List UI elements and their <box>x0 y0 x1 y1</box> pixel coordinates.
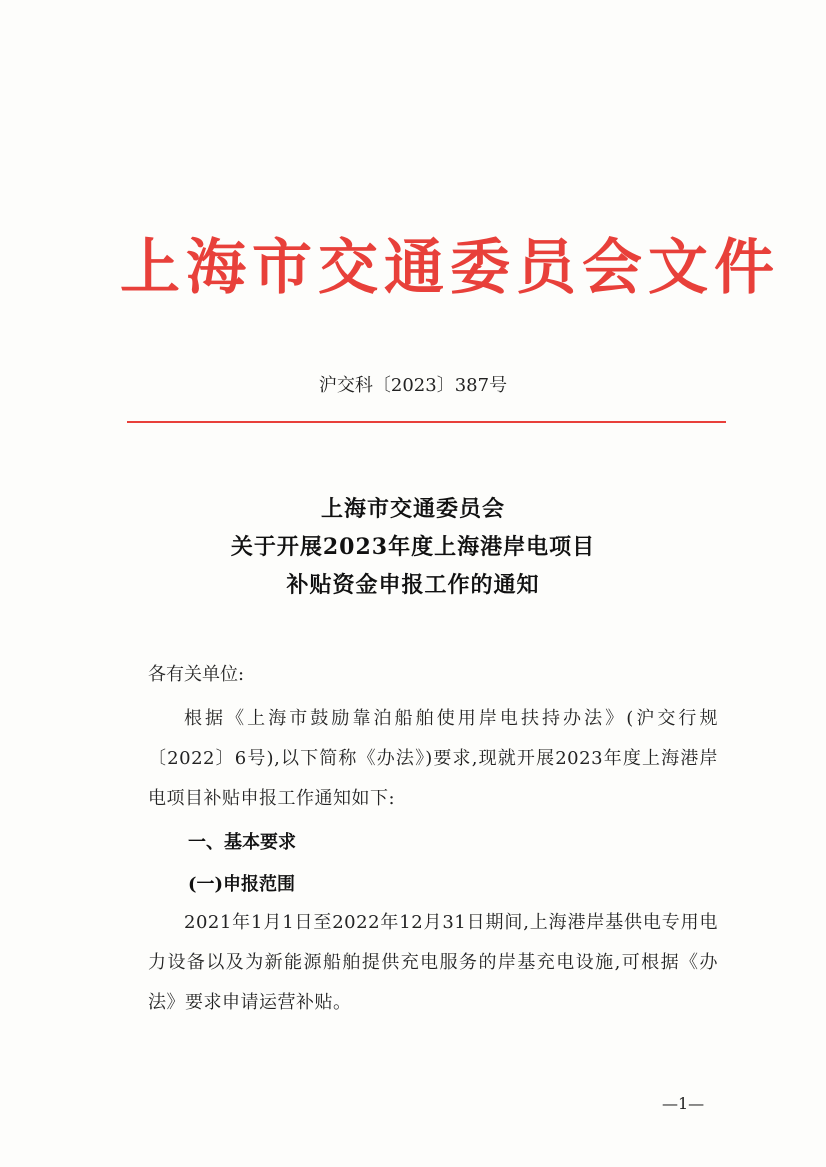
subsection-heading-scope: (一)申报范围 <box>188 874 296 895</box>
notice-title <box>0 490 826 604</box>
notice-title-line-3: 补贴资金申报工作的通知 <box>286 572 540 598</box>
notice-title-line-1: 上海市交通委员会 <box>320 496 505 522</box>
document-number: 沪交科〔2023〕387号 <box>318 375 508 396</box>
scope-paragraph: 2021年1月1日至2022年12月31日期间,上海港岸基供电专用电力设备以及为新能源船舶提供充电服务的岸基充电设施,可根据《办法》要求申请运营补贴。 <box>148 912 718 1013</box>
intro-paragraph: 根据《上海市鼓励靠泊船舶使用岸电扶持办法》(沪交行规〔2022〕6号),以下简称《办法》)要求,现就开展2023年度上海港岸电项目补贴申报工作通知如下: <box>148 708 718 809</box>
agency-header-title: 上海市交通委员会文件 <box>120 233 780 303</box>
section-heading-basic-requirements: 一、基本要求 <box>188 832 296 853</box>
notice-title-line-2: 关于开展2023年度上海港岸电项目 <box>230 534 596 560</box>
addressee: 各有关单位: <box>148 664 245 685</box>
header-divider <box>127 421 726 423</box>
page-number: —1— <box>662 1094 705 1113</box>
